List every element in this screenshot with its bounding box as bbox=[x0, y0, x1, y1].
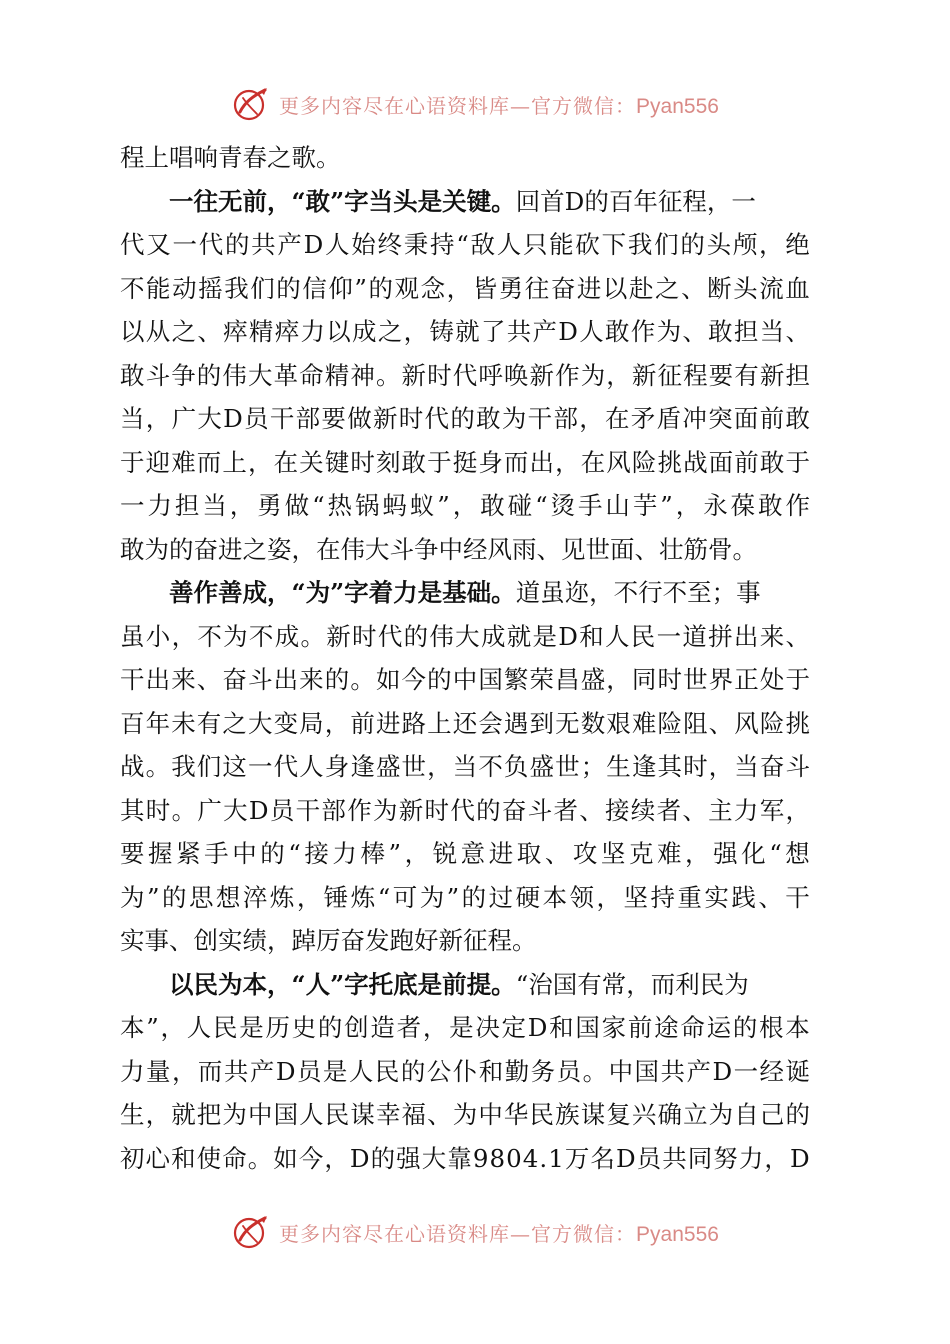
paragraph-lead-heading: 善作善成，“为”字着力是基础。 bbox=[169, 578, 516, 607]
watermark-text: 更多内容尽在心语资料库—官方微信：Pyan556 bbox=[279, 1221, 719, 1246]
header-watermark bbox=[0, 84, 950, 124]
paragraph-line: 其 时 。 广 大 D 员 干 部 作 为 新 时 代 的 奋 斗 者 、 接 续 者 、 主 力 军 ， bbox=[120, 795, 810, 825]
paragraph-first-line: 一往无前，“敢”字当头是关键。回首D的百年征程，一 bbox=[169, 186, 756, 216]
paragraph-line: 百 年 未 有 之 大 变 局 ， 前 进 路 上 还 会 遇 到 无 数 艰 难 险 阻 、 风 险 挑 bbox=[120, 708, 810, 738]
paragraph-line: 虽 小 ， 不 为 不 成 。 新 时 代 的 伟 大 成 就 是 D 和 人 民 一 道 拼 出 来 、 bbox=[120, 621, 810, 651]
watermark-text: 更多内容尽在心语资料库—官方微信：Pyan556 bbox=[279, 93, 719, 118]
paragraph-line: 本 ” ， 人 民 是 历 史 的 创 造 者 ， 是 决 定 D 和 国 家 前 途 命 运 的 根 本 bbox=[120, 1013, 810, 1042]
paragraph-line: 生 ， 就 把 为 中 国 人 民 谋 幸 福 、 为 中 华 民 族 谋 复 兴 确 立 为 自 己 的 bbox=[120, 1100, 810, 1129]
paragraph-line: 当 ， 广 大 D 员 干 部 要 做 新 时 代 的 敢 为 干 部 ， 在 矛 盾 冲 突 面 前 敢 bbox=[120, 404, 810, 433]
paragraph-lead-heading: 一往无前，“敢”字当头是关键。 bbox=[169, 186, 516, 216]
paragraph-first-line: 善作善成，“为”字着力是基础。道虽迩，不行不至；事 bbox=[169, 578, 761, 607]
paragraph-line: 敢为的奋进之姿，在伟大斗争中经风雨、见世面、壮筋骨。 bbox=[120, 534, 757, 564]
paragraph-line: 敢 斗 争 的 伟 大 革 命 精 神 。 新 时 代 呼 唤 新 作 为 ， 新 征 程 要 有 新 担 bbox=[120, 360, 810, 390]
paragraph-lead-heading: 以民为本，“人”字托底是前提。 bbox=[169, 969, 516, 999]
paragraph-first-line: 以民为本，“人”字托底是前提。“治国有常，而利民为 bbox=[169, 969, 749, 999]
paragraph-line: 以 从 之 、 瘁 精 瘁 力 以 成 之 ， 铸 就 了 共 产 D 人 敢 作 为 、 敢 担 当 、 bbox=[120, 317, 810, 346]
paragraph-line: 干 出 来 、 奋 斗 出 来 的 。 如 今 的 中 国 繁 荣 昌 盛 ， 同 时 世 界 正 处 于 bbox=[120, 665, 810, 694]
paragraph-line: 于 迎 难 而 上 ， 在 关 键 时 刻 敢 于 挺 身 而 出 ， 在 风 险 挑 战 面 前 敢 于 bbox=[120, 447, 810, 477]
document-body bbox=[120, 136, 810, 1180]
calligraphy-brush-logo-icon bbox=[231, 1212, 271, 1252]
paragraph-line: 要 握 紧 手 中 的 “ 接 力 棒 ” ， 锐 意 进 取 、 攻 坚 克 难 ， 强 化 “ 想 bbox=[120, 839, 810, 868]
paragraph-line: 实事、创实绩，踔厉奋发跑好新征程。 bbox=[120, 926, 537, 955]
calligraphy-brush-logo-icon bbox=[231, 84, 271, 124]
paragraph-continuation-line: 程上唱响青春之歌。 bbox=[120, 143, 341, 172]
footer-watermark bbox=[0, 1212, 950, 1252]
paragraph-line: 初 心 和 使 命 。 如 今 ， D 的 强 大 靠 9 8 0 4 . 1 万 名 D 员 共 同 努 力 ， D bbox=[120, 1143, 810, 1173]
paragraph-line: 代 又 一 代 的 共 产 D 人 始 终 秉 持 “ 敌 人 只 能 砍 下 我 们 的 头 颅 ， 绝 bbox=[120, 230, 810, 259]
paragraph-line: 不 能 动 摇 我 们 的 信 仰 ” 的 观 念 ， 皆 勇 往 奋 进 以 赴 之 、 断 头 流 血 bbox=[120, 273, 810, 303]
paragraph-line: 一 力 担 当 ， 勇 做 “ 热 锅 蚂 蚁 ” ， 敢 碰 “ 烫 手 山 芋 ” ， 永 葆 敢 作 bbox=[120, 491, 810, 520]
paragraph-line: 力 量 ， 而 共 产 D 员 是 人 民 的 公 仆 和 勤 务 员 。 中 国 共 产 D 一 经 诞 bbox=[120, 1056, 810, 1086]
paragraph-line: 为 ” 的 思 想 淬 炼 ， 锤 炼 “ 可 为 ” 的 过 硬 本 领 ， 坚 持 重 实 践 、 干 bbox=[120, 882, 810, 912]
paragraph-line: 战 。 我 们 这 一 代 人 身 逢 盛 世 ， 当 不 负 盛 世 ； 生 逢 其 时 ， 当 奋 斗 bbox=[120, 752, 810, 781]
